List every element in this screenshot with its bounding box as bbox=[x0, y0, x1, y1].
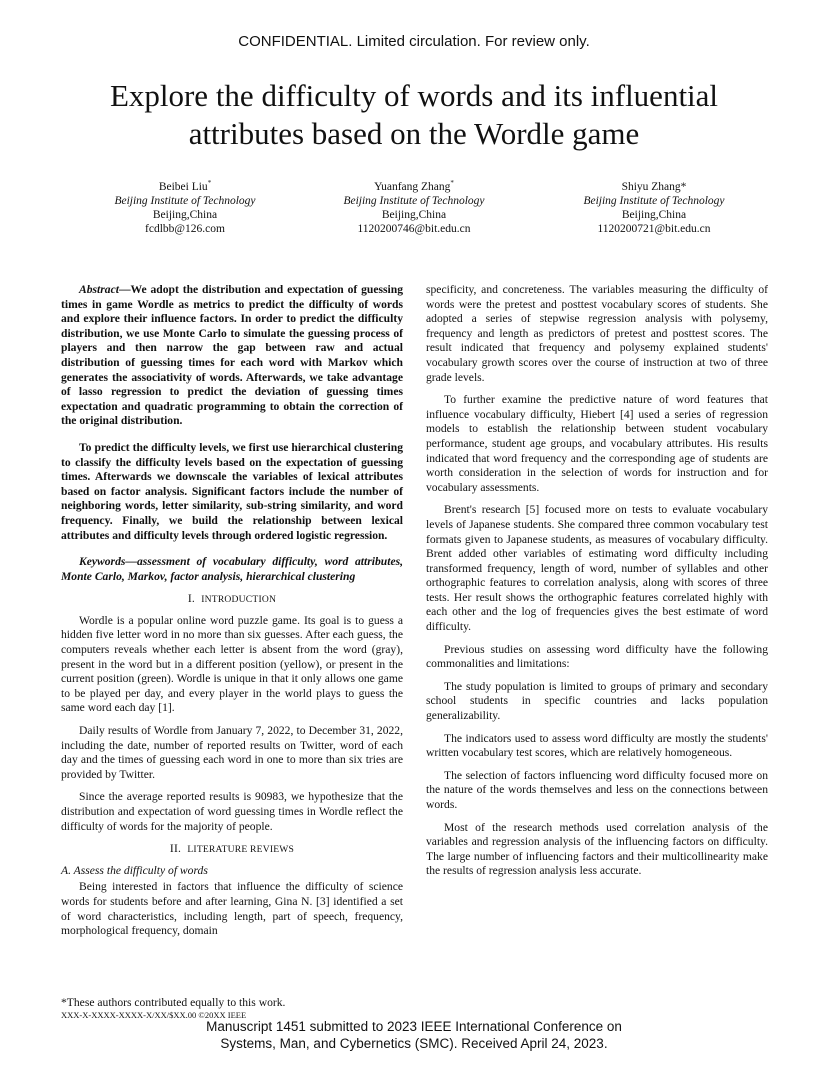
author-affiliation: Beijing Institute of Technology bbox=[114, 194, 256, 207]
author-mark: * bbox=[450, 179, 454, 187]
intro-paragraph-1: Wordle is a popular online word puzzle game. Its goal is to guess a hidden five letter word in no more than six guesses. After each guess, the computers reveals whether each letter is absent from the word (gray), present in the word but in a different position (yellow), or present in the current position (green). Wordle is unique in that it only allows one game to be played per day, and every player in the world plays to guess the same word each day [1]. bbox=[61, 613, 403, 715]
copyright-line: XXX-X-XXXX-XXXX-X/XX/$XX.00 ©20XX IEEE bbox=[61, 1010, 247, 1020]
literature-paragraph-1: Being interested in factors that influence the difficulty of science words for students before and after learning, Gina N. [3] identified a set of word characteristics, including length, part of speech, frequency, morphological frequency, domain bbox=[61, 880, 403, 938]
manuscript-line-2: Systems, Man, and Cybernetics (SMC). Received April 24, 2023. bbox=[220, 1036, 608, 1051]
author-block-1 bbox=[75, 176, 295, 236]
section-title: INTRODUCTION bbox=[201, 594, 277, 606]
right-paragraph-7: The selection of factors influencing word difficulty focused more on the nature of the words themselves and less on the connections between words. bbox=[426, 768, 768, 811]
author-location: Beijing,China bbox=[381, 208, 447, 221]
section-number: I. bbox=[187, 592, 196, 606]
title-line-2: attributes based on the Wordle game bbox=[188, 116, 640, 151]
section-heading-literature bbox=[61, 842, 403, 858]
right-paragraph-2: To further examine the predictive nature of word features that influence vocabulary difficulty, Hiebert [4] used a series of regression models to establish the relationship between student vocabulary performance, student age groups, and vocabulary attributes. His results indicated that word frequency and the corresponding age of students are worth consideration in the selection of words for instruction and for vocabulary assessments. bbox=[426, 393, 768, 494]
section-heading-introduction bbox=[61, 592, 403, 608]
confidential-banner: CONFIDENTIAL. Limited circulation. For review only. bbox=[238, 33, 590, 50]
author-location: Beijing,China bbox=[621, 208, 687, 221]
right-paragraph-4: Previous studies on assessing word difficulty have the following commonalities and limitations: bbox=[426, 642, 768, 671]
author-email: 1120200721@bit.edu.cn bbox=[597, 222, 711, 235]
abstract-paragraph-2: To predict the difficulty levels, we first use hierarchical clustering to classify the difficulty levels based on the expectation of guessing times. Afterwards we downscale the variables of lexical attributes based on factor analysis. Significant factors include the number of neighboring words, letter similarity, sub-string similarity, and word frequency. Finally, we build the relationship between lexical attributes and difficulty levels through ordered logistic regression. bbox=[61, 440, 403, 542]
author-name: Shiyu Zhang* bbox=[621, 180, 687, 193]
author-email: fcdlbb@126.com bbox=[145, 222, 225, 235]
right-paragraph-8: Most of the research methods used correlation analysis of the variables and regression analysis of the influencing factors on difficulty. The large number of influencing factors and their multicollinearity make the results of regression analysis less accurate. bbox=[426, 820, 768, 878]
abstract-label: Abstract bbox=[79, 283, 119, 296]
author-email: 1120200746@bit.edu.cn bbox=[357, 222, 471, 235]
manuscript-line-1: Manuscript 1451 submitted to 2023 IEEE International Conference on bbox=[206, 1019, 622, 1034]
section-number: II. bbox=[169, 842, 182, 856]
abstract-paragraph-1 bbox=[61, 283, 403, 429]
right-paragraph-1: specificity, and concreteness. The variables measuring the difficulty of words were the pretest and posttest vocabulary scores of students. She adopted a series of stepwise regression analysis with polysemy, frequency and length as predictors of pretest and posttest scores. The result indicated that frequency and polysemy explained students' vocabulary growth scores over the course of instruction at two of three grade levels. bbox=[426, 283, 768, 384]
author-name: Yuanfang Zhang bbox=[374, 180, 451, 193]
subsection-heading-a: A. Assess the difficulty of words bbox=[61, 863, 208, 877]
right-column bbox=[426, 283, 768, 887]
author-block-2 bbox=[304, 176, 524, 236]
abstract-text-1: —We adopt the distribution and expectation of guessing times in game Wordle as metrics to predict the difficulty of words and explore their influence factors. In order to predict the difficulty distribution, we use Monte Carlo to simulate the guessing process of players and then narrow the gap between raw and actual distribution of guessing times for each word with Markov which generates the associativity of words. Afterwards, we take advantage of lasso regression to predict the deviation of guessing times expectation and quadratic programming to obtain the correction of the original distribution. bbox=[61, 283, 403, 428]
left-column bbox=[61, 283, 403, 947]
footnote: *These authors contributed equally to this work. bbox=[61, 996, 286, 1009]
right-paragraph-5: The study population is limited to groups of primary and secondary school students in specific countries and lacks population generalizability. bbox=[426, 679, 768, 723]
section-title: LITERATURE REVIEWS bbox=[187, 844, 295, 856]
right-paragraph-3: Brent's research [5] focused more on tests to evaluate vocabulary levels of Japanese students. She compared three common vocabulary test formats given to Japanese students, as measures of vocabulary difficulty. Brent added other variables of estimating word difficulty including transformed frequency, length of word, number of syllables and other orthographic features to correlation analysis, along with scores of three tests. Her result shows the orthographic features correlated highly with each other and the log of frequencies gives the best estimate of word difficulty. bbox=[426, 503, 768, 634]
author-affiliation: Beijing Institute of Technology bbox=[343, 194, 485, 207]
right-paragraph-6: The indicators used to assess word difficulty are mostly the students' written vocabulary test scores, which are relatively homogeneous. bbox=[426, 731, 768, 760]
intro-paragraph-2: Daily results of Wordle from January 7, 2022, to December 31, 2022, including the date, number of reported results on Twitter, word of each day and the times of guessing each word in one to more than six tries are provided by Twitter. bbox=[61, 724, 403, 781]
author-name: Beibei Liu bbox=[158, 180, 208, 193]
author-mark: * bbox=[207, 179, 212, 187]
author-location: Beijing,China bbox=[152, 208, 218, 221]
paper-title bbox=[60, 77, 768, 153]
keywords: Keywords—assessment of vocabulary difficulty, word attributes, Monte Carlo, Markov, factor analysis, hierarchical clustering bbox=[61, 555, 403, 583]
manuscript-notice bbox=[0, 1018, 828, 1052]
author-affiliation: Beijing Institute of Technology bbox=[583, 194, 725, 207]
intro-paragraph-3: Since the average reported results is 90983, we hypothesize that the distribution and expectation of word guessing times in Wordle reflect the difficulty of words for the majority of people. bbox=[61, 790, 403, 833]
author-block-3 bbox=[544, 176, 764, 236]
title-line-1: Explore the difficulty of words and its influential bbox=[109, 78, 719, 113]
